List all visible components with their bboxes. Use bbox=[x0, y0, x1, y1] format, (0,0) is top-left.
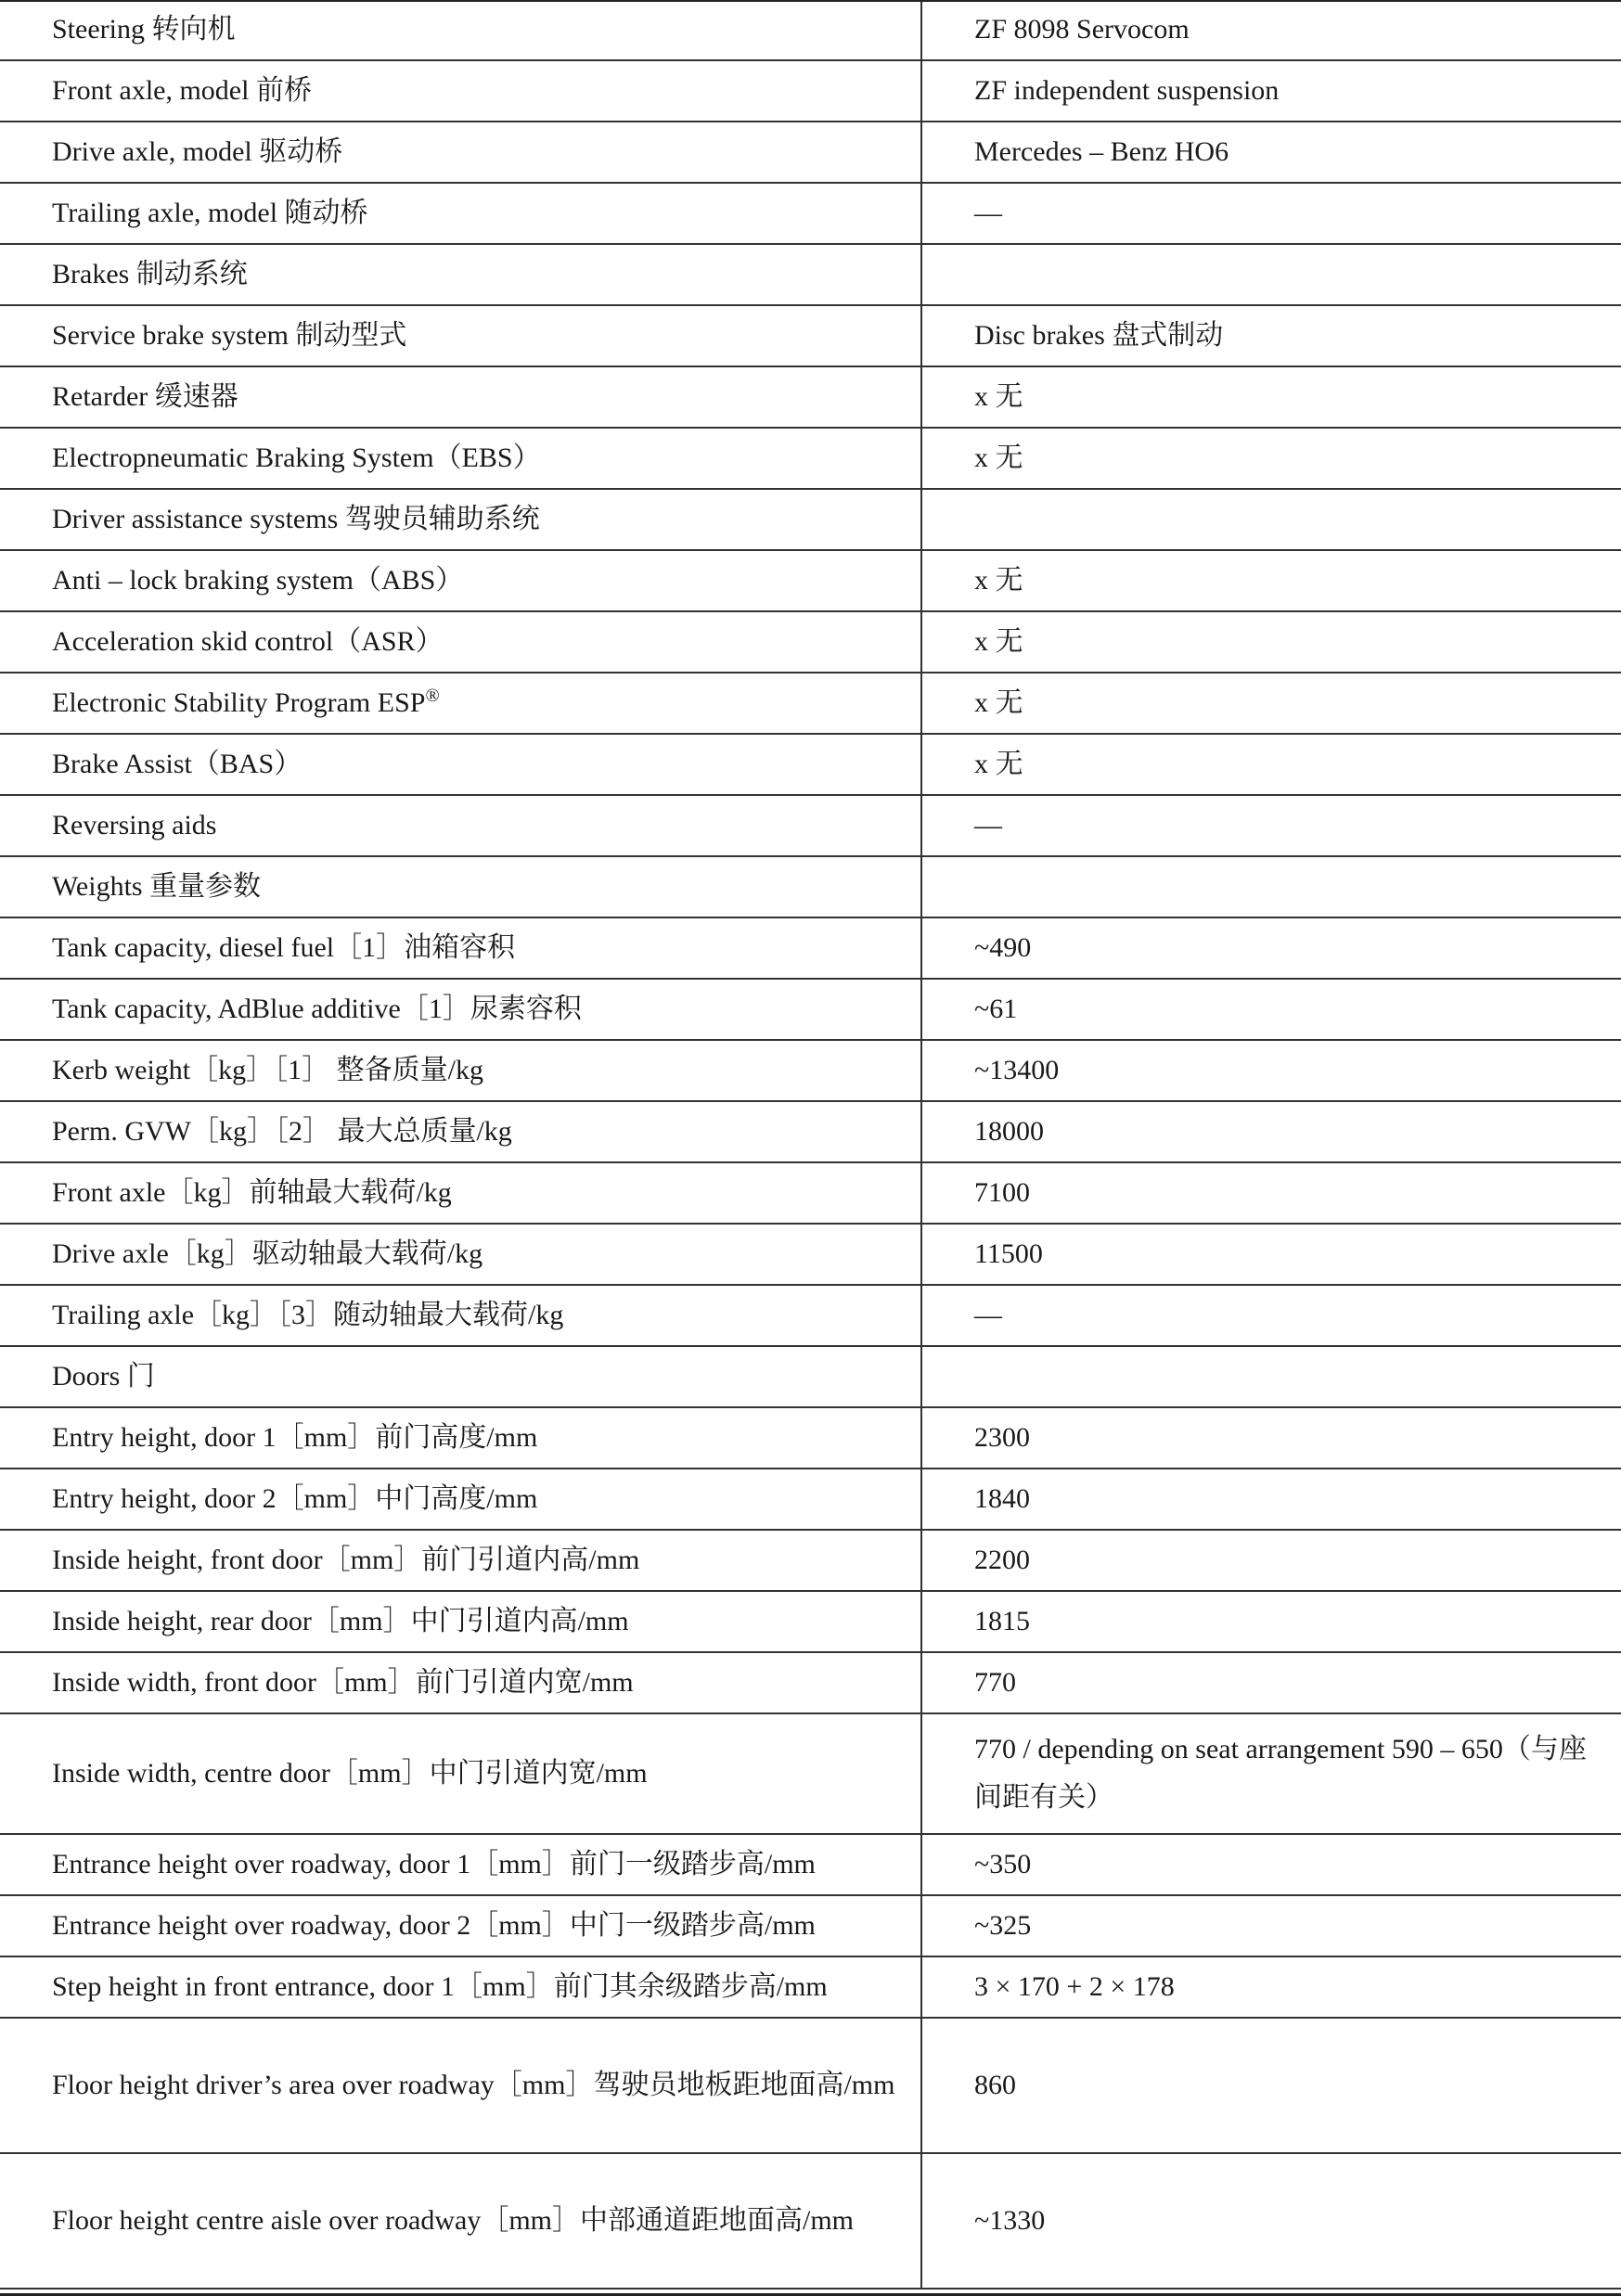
row-value: Mercedes – Benz HO6 bbox=[921, 122, 1621, 183]
table-row bbox=[0, 1834, 1621, 1895]
row-value: ~490 bbox=[921, 917, 1621, 979]
row-label: Electronic Stability Program ESP bbox=[52, 687, 426, 718]
row-value bbox=[921, 856, 1621, 917]
row-label: Entrance height over roadway, door 1［mm］前门一级踏步高/mm bbox=[0, 1834, 921, 1895]
top-rule bbox=[0, 0, 1621, 2]
row-value: x 无 bbox=[921, 673, 1621, 734]
table-row bbox=[0, 979, 1621, 1040]
row-value: ZF 8098 Servocom bbox=[921, 0, 1621, 60]
table-row bbox=[0, 183, 1621, 244]
row-value: ~1330 bbox=[921, 2153, 1621, 2289]
row-value: ZF independent suspension bbox=[921, 60, 1621, 122]
section-label: Brakes 制动系统 bbox=[0, 244, 921, 305]
row-label: Acceleration skid control（ASR） bbox=[0, 611, 921, 673]
row-label: Entry height, door 1［mm］前门高度/mm bbox=[0, 1407, 921, 1469]
row-label: Inside height, front door［mm］前门引道内高/mm bbox=[0, 1530, 921, 1591]
row-value: x 无 bbox=[921, 611, 1621, 673]
row-label: Brake Assist（BAS） bbox=[0, 734, 921, 795]
row-value: — bbox=[921, 183, 1621, 244]
row-label: Electropneumatic Braking System（EBS） bbox=[0, 428, 921, 489]
row-value: 770 bbox=[921, 1652, 1621, 1713]
row-label: Kerb weight［kg］［1］ 整备质量/kg bbox=[0, 1040, 921, 1101]
row-label: Inside width, front door［mm］前门引道内宽/mm bbox=[0, 1652, 921, 1713]
row-value: x 无 bbox=[921, 366, 1621, 428]
row-label: Front axle, model 前桥 bbox=[0, 60, 921, 122]
table-row bbox=[0, 1285, 1621, 1346]
table-row bbox=[0, 611, 1621, 673]
row-value: Disc brakes 盘式制动 bbox=[921, 305, 1621, 366]
section-label: Doors 门 bbox=[0, 1346, 921, 1407]
section-label: Driver assistance systems 驾驶员辅助系统 bbox=[0, 489, 921, 550]
row-label: Floor height centre aisle over roadway［mm］中部通道距地面高/mm bbox=[0, 2153, 921, 2289]
registered-mark: ® bbox=[425, 686, 440, 706]
row-value: 2300 bbox=[921, 1407, 1621, 1469]
row-label: Inside width, centre door［mm］中门引道内宽/mm bbox=[0, 1713, 921, 1834]
table-row bbox=[0, 1407, 1621, 1469]
row-label-cell bbox=[0, 673, 921, 734]
row-value: x 无 bbox=[921, 550, 1621, 611]
table-row bbox=[0, 428, 1621, 489]
section-label: Weights 重量参数 bbox=[0, 856, 921, 917]
section-row-driver-assistance bbox=[0, 489, 1621, 550]
row-label: Tank capacity, diesel fuel［1］油箱容积 bbox=[0, 917, 921, 979]
table-row bbox=[0, 2153, 1621, 2289]
row-label: Front axle［kg］前轴最大载荷/kg bbox=[0, 1162, 921, 1224]
table-row bbox=[0, 2018, 1621, 2153]
row-label: Entrance height over roadway, door 2［mm］中门一级踏步高/mm bbox=[0, 1895, 921, 1956]
row-label: Step height in front entrance, door 1［mm］前门其余级踏步高/mm bbox=[0, 1956, 921, 2018]
row-value bbox=[921, 244, 1621, 305]
row-label: Drive axle［kg］驱动轴最大载荷/kg bbox=[0, 1224, 921, 1285]
row-label: Anti – lock braking system（ABS） bbox=[0, 550, 921, 611]
section-row-brakes bbox=[0, 244, 1621, 305]
row-value: — bbox=[921, 1285, 1621, 1346]
row-label: Entry height, door 2［mm］中门高度/mm bbox=[0, 1469, 921, 1530]
row-value: ~325 bbox=[921, 1895, 1621, 1956]
row-label: Inside height, rear door［mm］中门引道内高/mm bbox=[0, 1591, 921, 1652]
table-row bbox=[0, 673, 1621, 734]
row-value: ~13400 bbox=[921, 1040, 1621, 1101]
row-value: ~61 bbox=[921, 979, 1621, 1040]
table-row bbox=[0, 1101, 1621, 1162]
row-label: Service brake system 制动型式 bbox=[0, 305, 921, 366]
table-row bbox=[0, 1530, 1621, 1591]
table-row bbox=[0, 917, 1621, 979]
table-row bbox=[0, 60, 1621, 122]
row-value: 770 / depending on seat arrangement 590 – 650（与座间距有关） bbox=[921, 1713, 1621, 1834]
section-row-weights bbox=[0, 856, 1621, 917]
table-row bbox=[0, 0, 1621, 60]
row-value: x 无 bbox=[921, 734, 1621, 795]
row-label: Trailing axle［kg］［3］随动轴最大载荷/kg bbox=[0, 1285, 921, 1346]
table-row bbox=[0, 795, 1621, 856]
row-label: Reversing aids bbox=[0, 795, 921, 856]
row-value: 3 × 170 + 2 × 178 bbox=[921, 1956, 1621, 2018]
row-label: Retarder 缓速器 bbox=[0, 366, 921, 428]
table-row bbox=[0, 550, 1621, 611]
row-label: Trailing axle, model 随动桥 bbox=[0, 183, 921, 244]
table-row bbox=[0, 1652, 1621, 1713]
table-row bbox=[0, 1956, 1621, 2018]
row-value: 1815 bbox=[921, 1591, 1621, 1652]
table-row bbox=[0, 366, 1621, 428]
row-value bbox=[921, 489, 1621, 550]
table-row bbox=[0, 1162, 1621, 1224]
table-row bbox=[0, 1591, 1621, 1652]
table-row bbox=[0, 122, 1621, 183]
row-value: 2200 bbox=[921, 1530, 1621, 1591]
row-value: — bbox=[921, 795, 1621, 856]
row-value: 18000 bbox=[921, 1101, 1621, 1162]
row-value bbox=[921, 1346, 1621, 1407]
row-label: Tank capacity, AdBlue additive［1］尿素容积 bbox=[0, 979, 921, 1040]
table-row bbox=[0, 1469, 1621, 1530]
row-label: Steering 转向机 bbox=[0, 0, 921, 60]
row-label: Floor height driver’s area over roadway［mm］驾驶员地板距地面高/mm bbox=[0, 2018, 921, 2153]
row-value: ~350 bbox=[921, 1834, 1621, 1895]
table-row bbox=[0, 1224, 1621, 1285]
table-row bbox=[0, 734, 1621, 795]
table-row bbox=[0, 1040, 1621, 1101]
row-value: 11500 bbox=[921, 1224, 1621, 1285]
row-value: x 无 bbox=[921, 428, 1621, 489]
row-label: Drive axle, model 驱动桥 bbox=[0, 122, 921, 183]
table-row bbox=[0, 1713, 1621, 1834]
row-value: 7100 bbox=[921, 1162, 1621, 1224]
table-row bbox=[0, 1895, 1621, 1956]
row-value: 860 bbox=[921, 2018, 1621, 2153]
table-row bbox=[0, 305, 1621, 366]
row-label: Perm. GVW［kg］［2］ 最大总质量/kg bbox=[0, 1101, 921, 1162]
section-row-doors bbox=[0, 1346, 1621, 1407]
row-value: 1840 bbox=[921, 1469, 1621, 1530]
